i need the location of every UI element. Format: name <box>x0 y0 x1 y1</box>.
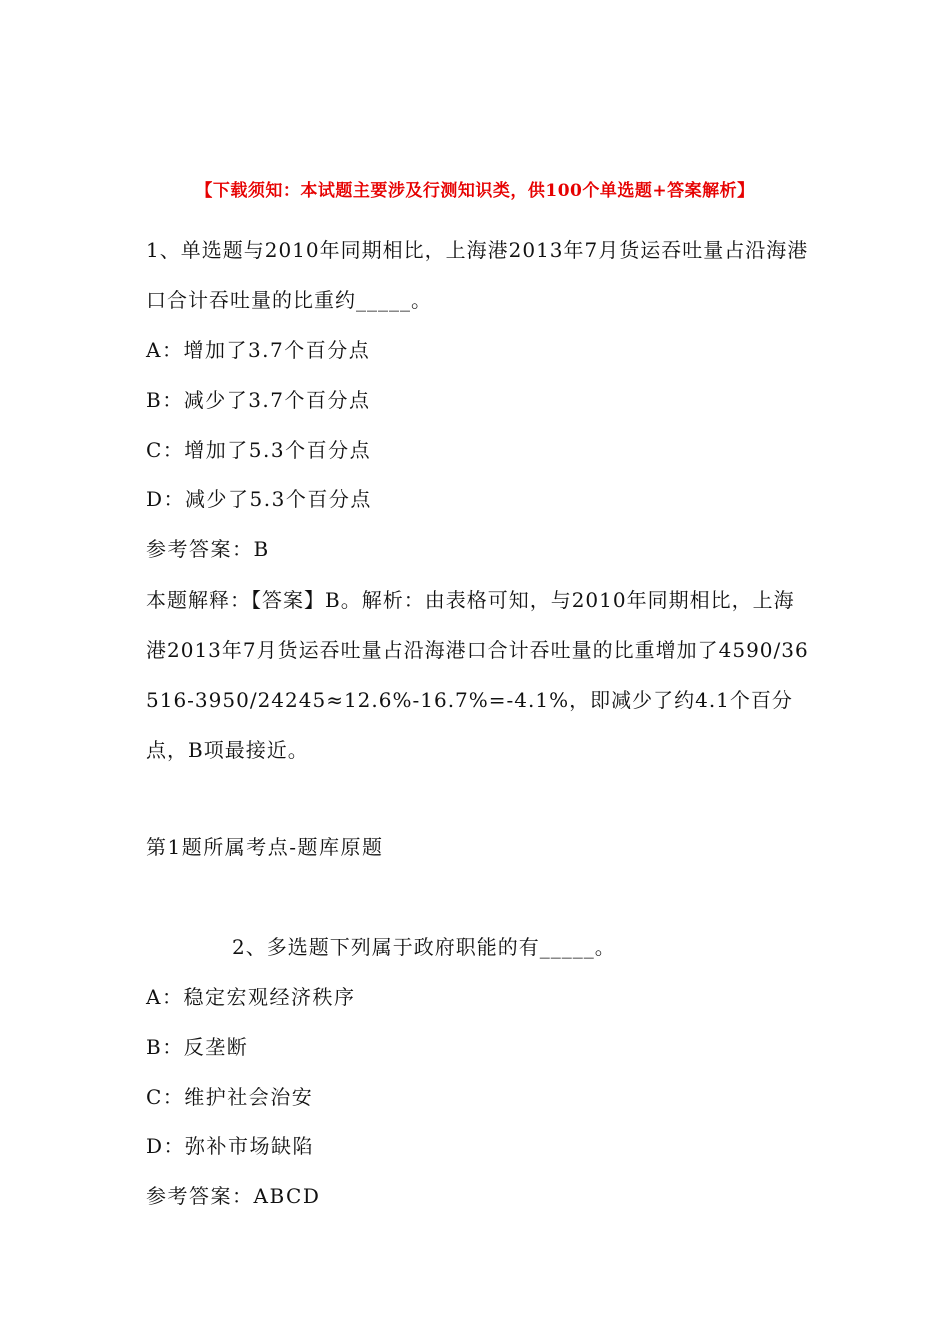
q1-explanation: 本题解释：【答案】B。解析：由表格可知，与2010年同期相比，上海港2013年7月货运吞吐量占沿海港口合计吞吐量的比重增加了4590/36516-3950/24245≈12.6%-16.7%=-4.1%，即减少了约4.1个百分点，B项最接近。 <box>146 588 809 762</box>
q1-topic: 第1题所属考点-题库原题 <box>146 835 384 859</box>
q2-option-c: C：维护社会治安 <box>146 1085 314 1109</box>
q1-option-c: C：增加了5.3个百分点 <box>146 438 372 462</box>
q1-stem: 1、单选题与2010年同期相比，上海港2013年7月货运吞吐量占沿海港口合计吞吐量的比重约_____。 <box>146 238 809 312</box>
download-notice: 【下载须知：本试题主要涉及行测知识类，供100个单选题+答案解析】 <box>195 181 755 201</box>
q2-stem: 2、多选题下列属于政府职能的有_____。 <box>232 935 616 959</box>
q2-answer: 参考答案：ABCD <box>146 1184 321 1208</box>
q2-option-b: B：反垄断 <box>146 1035 249 1059</box>
q2-option-d: D：弥补市场缺陷 <box>146 1134 315 1158</box>
q1-option-a: A：增加了3.7个百分点 <box>146 338 371 362</box>
q2-option-a: A：稳定宏观经济秩序 <box>146 985 356 1009</box>
q1-option-d: D：减少了5.3个百分点 <box>146 487 372 511</box>
q1-option-b: B：减少了3.7个百分点 <box>146 388 371 412</box>
q1-answer: 参考答案：B <box>146 537 270 561</box>
